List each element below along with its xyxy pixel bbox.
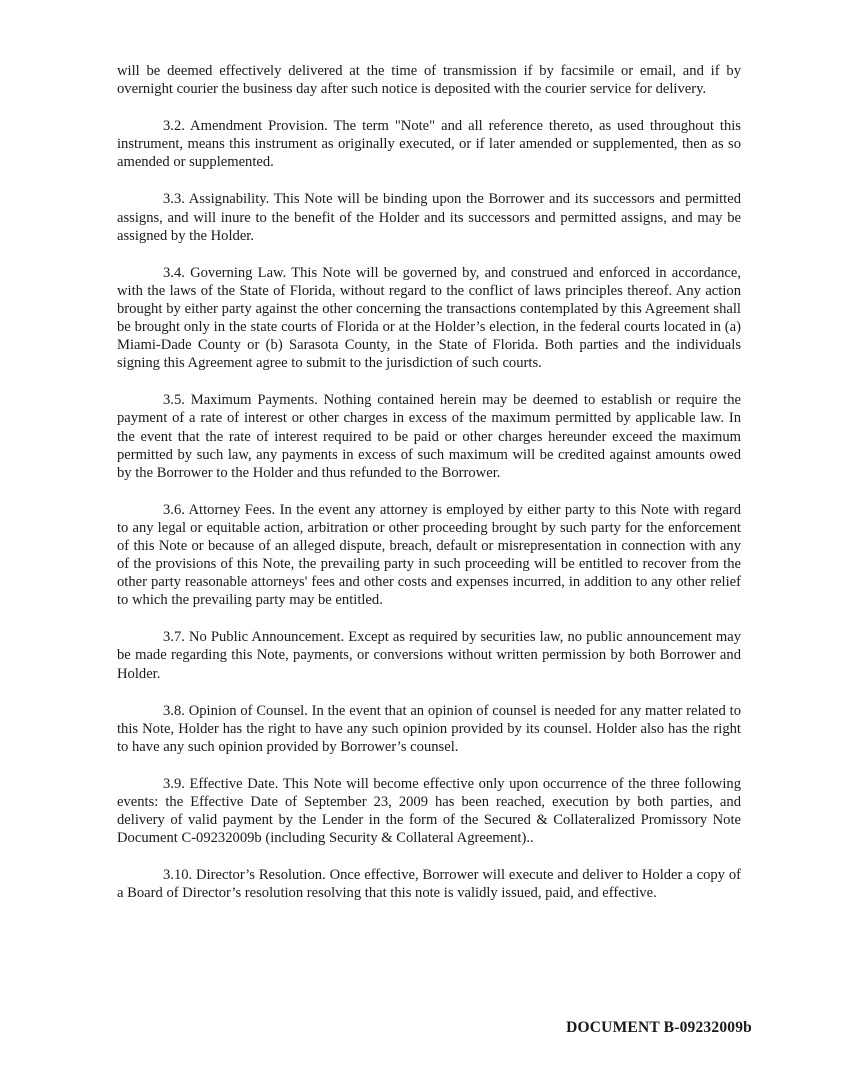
paragraph-attorney-fees: 3.6. Attorney Fees. In the event any attorney is employed by either party to this Note with regard to any legal or equitable action, arbitration or other proceeding brought by such party for the enforcement of this Note or because of an alleged dispute, breach, default or misrepresentation in connection with any of the provisions of this Note, the prevailing party in such proceeding will be entitled to recover from the other party reasonable attorneys' fees and other costs and expenses incurred, in addition to any other relief to which the prevailing party may be entitled.	[117, 501, 741, 609]
paragraph-maximum-payments: 3.5. Maximum Payments. Nothing contained herein may be deemed to establish or require the payment of a rate of interest or other charges in excess of the maximum permitted by applicable law. In the event that the rate of interest required to be paid or other charges hereunder exceed the maximum permitted by such law, any payments in excess of such maximum will be credited against amounts owed by the Borrower to the Holder and thus refunded to the Borrower.	[117, 392, 741, 481]
paragraph-directors-resolution: 3.10. Director’s Resolution. Once effective, Borrower will execute and deliver to Holder a copy of a Board of Director’s resolution resolving that this note is validly issued, paid, and effective.	[117, 867, 741, 902]
document-body	[117, 62, 741, 921]
paragraph-governing-law: 3.4. Governing Law. This Note will be governed by, and construed and enforced in accordance, with the laws of the State of Florida, without regard to the conflict of laws principles thereof. Any action brought by either party against the other concerning the transactions contemplated by this Agreement shall be brought only in the state courts of Florida or at the Holder’s election, in the federal courts located in (a) Miami-Dade County or (b) Sarasota County, in the State of Florida. Both parties and the individuals signing this Agreement agree to submit to the jurisdiction of such courts.	[117, 264, 741, 372]
paragraph-no-public-announcement: 3.7. No Public Announcement. Except as required by securities law, no public announcement may be made regarding this Note, payments, or conversions without written permission by both Borrower and Holder.	[117, 629, 741, 682]
paragraph-opinion-of-counsel: 3.8. Opinion of Counsel. In the event that an opinion of counsel is needed for any matter related to this Note, Holder has the right to have any such opinion provided by its counsel. Holder also has the right to have any such opinion provided by Borrower’s counsel.	[117, 702, 741, 755]
paragraph-assignability: 3.3. Assignability. This Note will be binding upon the Borrower and its successors and permitted assigns, and will inure to the benefit of the Holder and its successors and permitted assigns, and may be assigned by the Holder.	[117, 191, 741, 244]
paragraph-amendment-provision: 3.2. Amendment Provision. The term "Note" and all reference thereto, as used throughout this instrument, means this instrument as originally executed, or if later amended or supplemented, then as so amended or supplemented.	[117, 118, 741, 171]
document-id-footer: DOCUMENT B-09232009b	[566, 1019, 752, 1036]
paragraph-notice-continuation: will be deemed effectively delivered at the time of transmission if by facsimile or email, and if by overnight courier the business day after such notice is deposited with the courier service for delivery.	[117, 63, 741, 98]
paragraph-effective-date: 3.9. Effective Date. This Note will become effective only upon occurrence of the three following events: the Effective Date of September 23, 2009 has been reached, execution by both parties, and delivery of valid payment by the Lender in the form of the Secured & Collateralized Promissory Note Document C-09232009b (including Security & Collateral Agreement)..	[117, 775, 741, 847]
